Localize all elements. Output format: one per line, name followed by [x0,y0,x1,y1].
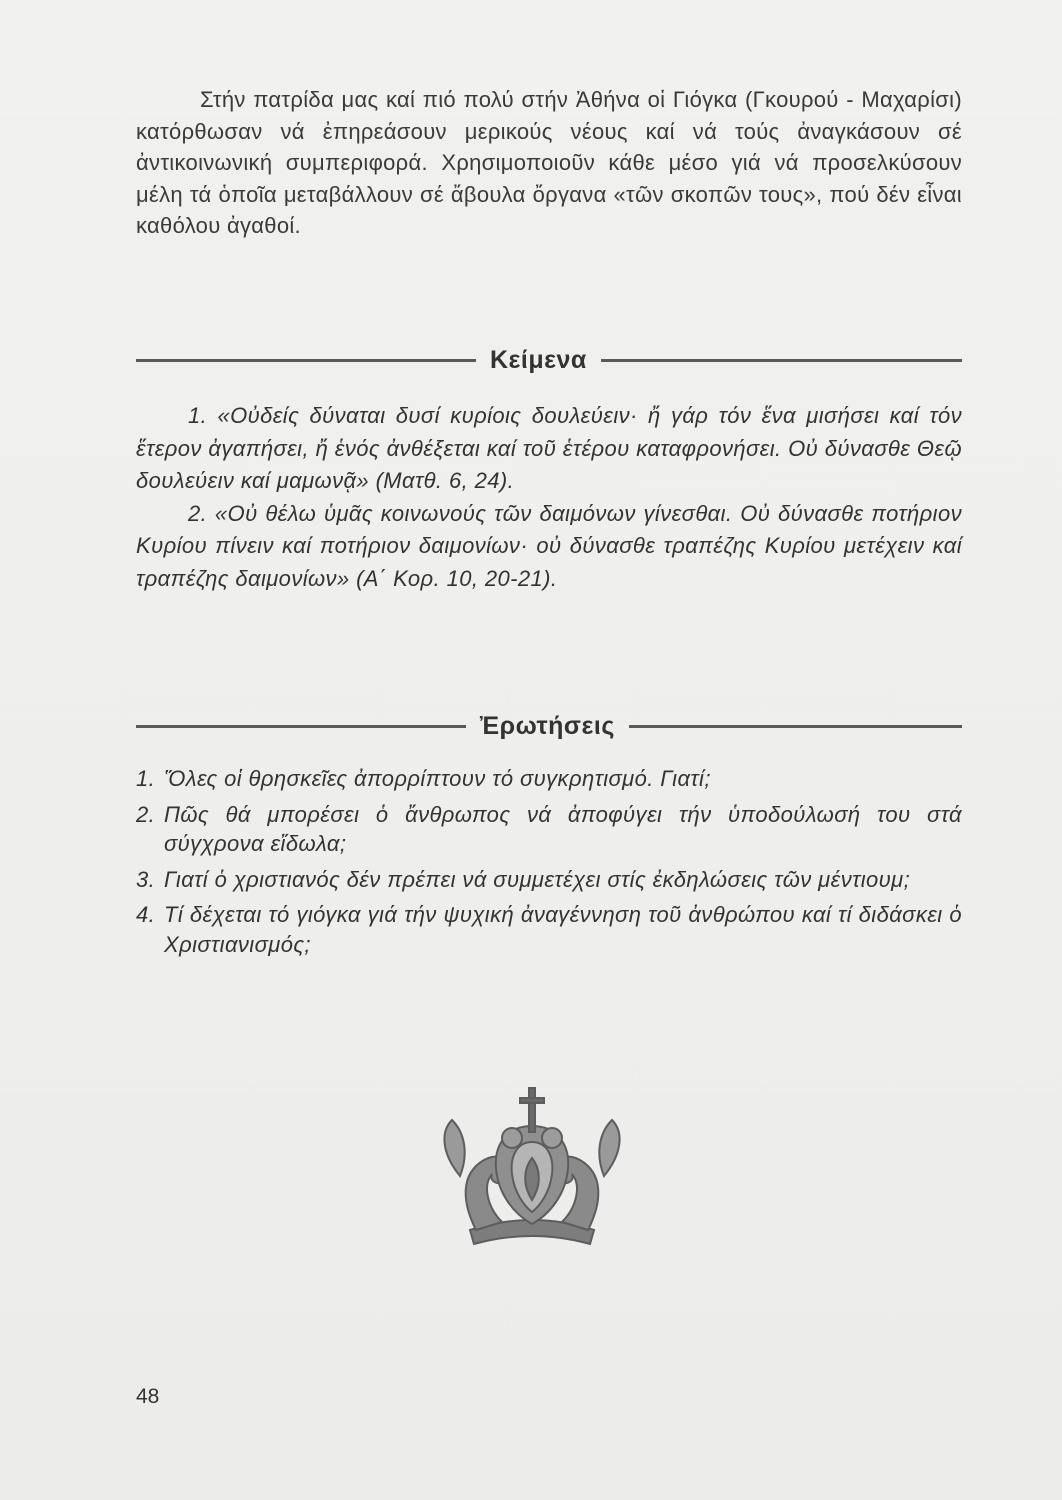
texts-section-title: Κείμενα [490,346,587,374]
heading-rule-right [601,359,962,362]
question-text: Ὅλες οἱ θρησκεῖες ἀπορρίπτουν τό συγκρητισμό. Γιατί; [164,766,711,791]
intro-paragraph: Στήν πατρίδα μας καί πιό πολύ στήν Ἀθήνα οἱ Γιόγκα (Γκουρού - Μαχαρίσι) κατόρθωσαν νά ἐπηρεάσουν μερικούς νέους καί νά τούς ἀναγκάσουν σέ ἀντικοινωνική συμπεριφορά. Χρησιμοποιοῦν κάθε μέσο γιά νά προσελκύσουν μέλη τά ὁποῖα μεταβάλλουν σέ ἄβουλα ὄργανα «τῶν σκοπῶν τους», πού δέν εἶναι καθόλου ἀγαθοί. [136,87,962,238]
heading-rule-right [629,725,962,728]
question-item [136,865,962,895]
questions-list [136,764,962,965]
question-text: Τί δέχεται τό γιόγκα γιά τήν ψυχική ἀναγέννηση τοῦ ἀνθρώπου καί τί διδάσκει ὁ Χριστιανισμός; [164,902,962,957]
scripture-texts [136,400,962,595]
question-item [136,800,962,859]
question-number: 2. [136,801,156,827]
question-text: Γιατί ὁ χριστιανός δέν πρέπει νά συμμετέχει στίς ἐκδηλώσεις τῶν μέντιουμ; [164,866,911,892]
questions-section-heading [136,712,962,741]
scripture-text-2: 2. «Οὐ θέλω ὑμᾶς κοινωνούς τῶν δαιμόνων γίνεσθαι. Οὐ δύνασθε ποτήριον Κυρίου πίνειν καί ποτήριον δαιμονίων· οὐ δύνασθε τραπέζης Κυρίου μετέχειν καί τραπέζης δαιμονίων» (Α΄ Κορ. 10, 20-21). [136,500,962,591]
question-number: 1. [136,766,156,791]
question-number: 4. [136,902,156,927]
heading-rule-left [136,725,466,728]
question-number: 3. [136,866,156,892]
questions-section-title: Ἐρωτήσεις [480,712,615,740]
question-item [136,764,962,794]
texts-section-heading [136,346,962,375]
scripture-text-1: 1. «Οὐδείς δύναται δυσί κυρίοις δουλεύειν· ἤ γάρ τόν ἕνα μισήσει καί τόν ἕτερον ἀγαπήσει, ἤ ἑνός ἀνθέξεται καί τοῦ ἑτέρου καταφρονήσει. Οὐ δύνασθε Θεῷ δουλεύειν καί μαμωνᾷ» (Ματθ. 6, 24). [136,403,962,493]
question-text: Πῶς θά μπορέσει ὁ ἄνθρωπος νά ἀποφύγει τήν ὑποδούλωσή του στά σύγχρονα εἴδωλα; [164,801,962,856]
question-item [136,900,962,959]
crown-cross-ornament-icon [432,1082,632,1254]
heading-rule-left [136,359,476,362]
page-number: 48 [136,1385,160,1408]
